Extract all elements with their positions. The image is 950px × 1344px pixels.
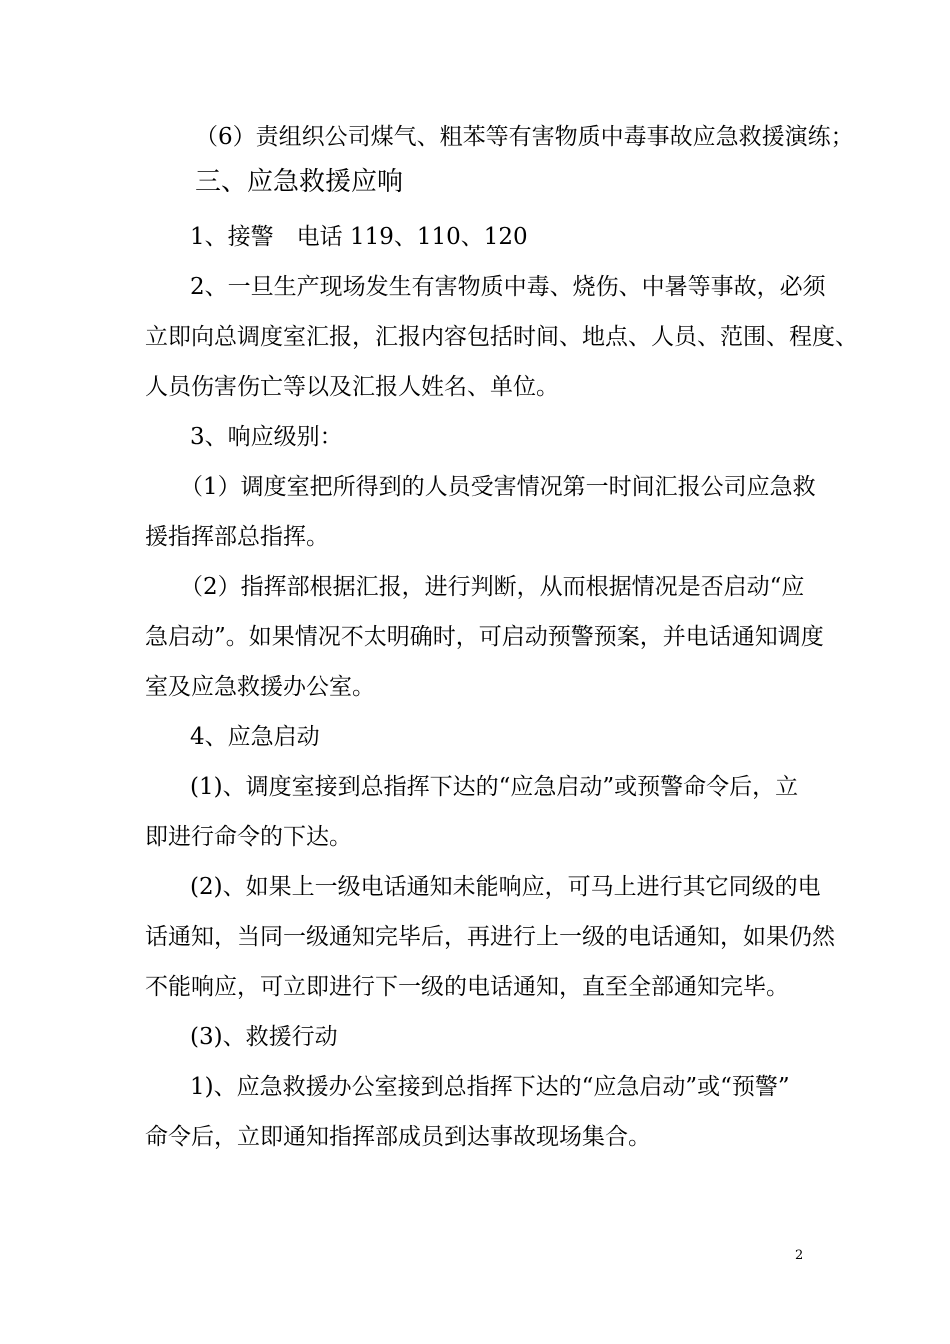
paragraph-line-8: （1）调度室把所得到的人员受害情况第一时间汇报公司应急救 [180,474,816,500]
paragraph-line-3: 1、接警 电话 119、110、120 [190,224,528,250]
paragraph-line-10: （2）指挥部根据汇报，进行判断，从而根据情况是否启动“应 [180,574,805,600]
paragraph-line-19: (3)、救援行动 [190,1024,338,1050]
paragraph-line-21: 命令后，立即通知指挥部成员到达事故现场集合。 [145,1124,651,1150]
paragraph-line-9: 援指挥部总指挥。 [145,524,329,550]
section-heading: 三、应急救援应响 [195,167,404,197]
paragraph-line-18: 不能响应，可立即进行下一级的电话通知，直至全部通知完毕。 [145,974,789,1000]
paragraph-line-20: 1)、应急救援办公室接到总指挥下达的“应急启动”或“预警” [190,1074,790,1100]
paragraph-line-13: 4、应急启动 [190,724,320,750]
paragraph-line-11: 急启动”。如果情况不太明确时，可启动预警预案，并电话通知调度 [145,624,824,650]
paragraph-line-14: (1)、调度室接到总指挥下达的“应急启动”或预警命令后，立 [190,774,799,800]
paragraph-line-15: 即进行命令的下达。 [145,824,352,850]
paragraph-line-5: 立即向总调度室汇报，汇报内容包括时间、地点、人员、范围、程度、 [145,324,858,350]
paragraph-line-6: 人员伤害伤亡等以及汇报人姓名、单位。 [145,374,559,400]
paragraph-line-16: (2)、如果上一级电话通知未能响应，可马上进行其它同级的电 [190,874,821,900]
paragraph-line-4: 2、一旦生产现场发生有害物质中毒、烧伤、中暑等事故，必须 [190,274,826,300]
paragraph-line-7: 3、响应级别： [190,424,343,450]
paragraph-line-17: 话通知，当同一级通知完毕后，再进行上一级的电话通知，如果仍然 [145,924,835,950]
page-number: 2 [795,1248,804,1263]
paragraph-line-1: （6）责组织公司煤气、粗苯等有害物质中毒事故应急救援演练； [195,124,854,150]
paragraph-line-12: 室及应急救援办公室。 [145,674,375,700]
